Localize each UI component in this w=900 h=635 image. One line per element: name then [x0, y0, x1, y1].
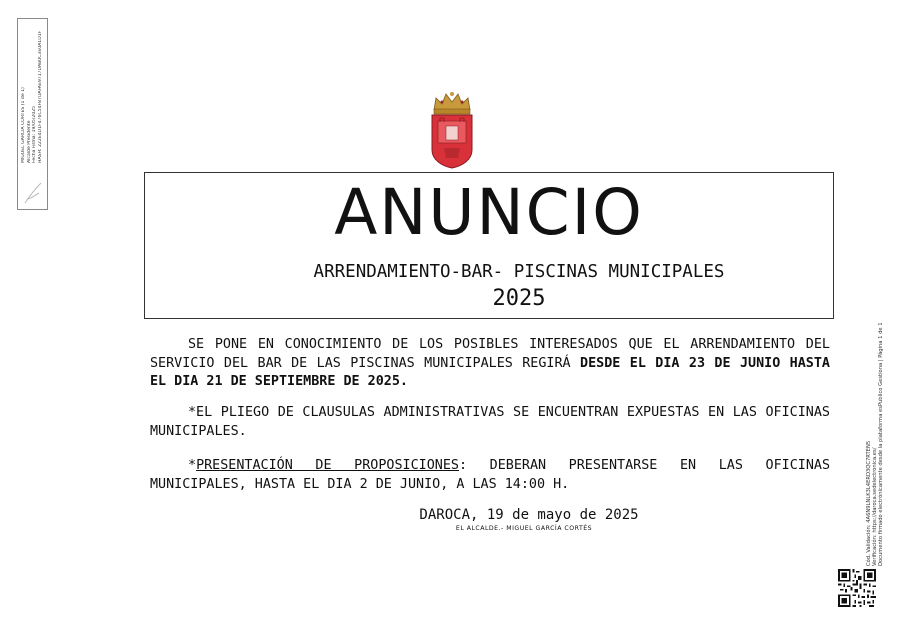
qr-code-icon: [838, 569, 876, 607]
notice-year: 2025: [492, 286, 546, 311]
signature-metadata: [21, 23, 43, 163]
signature-line: Fecha Firma: 19/05/2025: [32, 105, 37, 163]
validation-text: [866, 296, 885, 566]
paragraph-proposals-heading: PRESENTACIÓN DE PROPOSICIONES: [196, 458, 459, 473]
signature-box: [17, 18, 48, 210]
paragraph-intro-dates: DESDE EL DIA 23 DE JUNIO HASTA EL DIA 21 DE SEPTIEMBRE DE 2025.: [150, 355, 830, 389]
paragraph-proposals: [150, 457, 830, 494]
paragraph-proposals-text: : DEBERAN PRESENTARSE EN LAS OFICINAS MUNICIPALES, HASTA EL DIA 2 DE JUNIO, A LAS 14:00 H.: [150, 458, 831, 492]
notice-title: ANUNCIO: [334, 176, 644, 249]
paragraph-clauses-text: *EL PLIEGO DE CLAUSULAS ADMINISTRATIVAS SE ENCUENTRAN EXPUESTAS EN LAS OFICINAS MUNICIPALES.: [150, 405, 830, 439]
signature-line: Alcalde Presidente: [26, 120, 32, 163]
coat-of-arms-icon: [428, 88, 476, 170]
paragraph-proposals-asterisk: *: [188, 458, 197, 473]
signature-line: MIGUEL GARCÍA CORTÉS (1 de 1): [21, 87, 26, 163]
handwritten-signature-icon: [21, 179, 45, 207]
validation-code: Cód. Validación: 4A6N9LNLK3L4ERD3QC7RTEN5: [866, 440, 872, 566]
paragraph-intro: [150, 336, 830, 392]
signature-line: HASH: 222E4D1F476C54F87DAFAE9717DAB0C3E0A1D1F: [37, 30, 43, 163]
paragraph-intro-text: SE PONE EN CONOCIMIENTO DE LOS POSIBLES INTERESADOS QUE EL ARRENDAMIENTO DEL SERVICIO DEL BAR DE LAS PISCINAS MUNICIPALES REGIRÁ: [150, 337, 830, 371]
date-line: DAROCA, 19 de mayo de 2025: [419, 507, 639, 523]
signer-line: EL ALCALDE.- MIGUEL GARCÍA CORTÉS: [455, 525, 593, 532]
paragraph-clauses: [150, 404, 830, 441]
notice-subtitle: ARRENDAMIENTO-BAR- PISCINAS MUNICIPALES: [313, 262, 725, 282]
validation-platform: Documento firmado electrónicamente desde la plataforma esPublico Gestiona | Página 1 de 1: [878, 322, 885, 566]
validation-url: Verificación: https://daroca.sedelectronica.es/: [872, 447, 879, 566]
notice-title-box: [144, 172, 834, 319]
